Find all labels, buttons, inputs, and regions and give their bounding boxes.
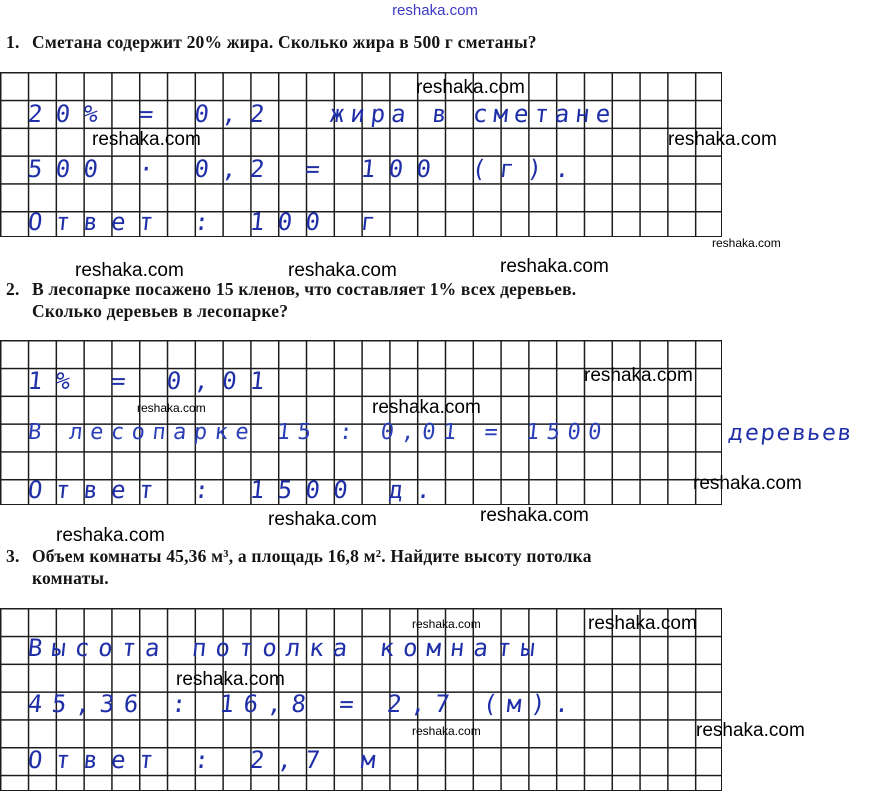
watermark: reshaka.com [693, 473, 802, 494]
problem-3-text-line1: Объем комнаты 45,36 м³, а площадь 16,8 м². Найдите высоту потолка [32, 546, 592, 566]
problem-1-number: 1. [6, 32, 20, 52]
watermark: reshaka.com [56, 525, 165, 546]
watermark: reshaka.com [268, 509, 377, 530]
watermark: reshaka.com [412, 617, 481, 631]
problem-1-statement [6, 31, 537, 53]
watermark: reshaka.com [584, 365, 693, 386]
watermark: reshaka.com [75, 260, 184, 281]
watermark: reshaka.com [288, 260, 397, 281]
watermark: reshaka.com [712, 236, 781, 250]
problem-2-answer-line-1: 1% = 0,01 [26, 367, 280, 395]
problem-3-text-line2: комнаты. [32, 568, 109, 588]
watermark: reshaka.com [696, 720, 805, 741]
watermark: reshaka.com [668, 129, 777, 150]
problem-2-number: 2. [6, 279, 20, 299]
problem-2-text-line2: Сколько деревьев в лесопарке? [32, 301, 289, 321]
problem-1-answer-line-2: жира в сметане [328, 100, 618, 128]
problem-3-statement [6, 545, 592, 589]
problem-2-answer-line-3: Ответ : 1500 д. [26, 476, 446, 504]
problem-3-answer-line-1: Высота потолка комнаты [26, 634, 546, 662]
watermark: reshaka.com [372, 397, 481, 418]
watermark: reshaka.com [416, 77, 525, 98]
problem-3-answer-line-2: 45,36 : 16,8 = 2,7 (м). [26, 690, 581, 718]
problem-3-number: 3. [6, 546, 20, 566]
watermark: reshaka.com [480, 505, 589, 526]
watermark: reshaka.com [588, 613, 697, 634]
problem-2-text-line1: В лесопарке посажено 15 кленов, что составляет 1% всех деревьев. [32, 279, 577, 299]
problem-2-statement [6, 278, 576, 322]
problem-1-answer-line-1: 20% = 0,2 [26, 100, 280, 128]
watermark: reshaka.com [500, 256, 609, 277]
problem-3-answer-line-3: Ответ : 2,7 м [26, 746, 391, 774]
watermark: reshaka.com [92, 129, 201, 150]
site-header-watermark: reshaka.com [392, 2, 478, 19]
watermark: reshaka.com [137, 401, 206, 415]
problem-2-answer-line-2-continued: деревьев [726, 421, 855, 446]
problem-2-answer-line-2: В лесопарке 15 : 0,01 = 1500 [26, 420, 611, 445]
watermark: reshaka.com [412, 724, 481, 738]
problem-1-text-line1: Сметана содержит 20% жира. Сколько жира в 500 г сметаны? [32, 32, 537, 52]
problem-1-answer-line-4: Ответ : 100 г [26, 208, 391, 236]
watermark: reshaka.com [176, 669, 285, 690]
problem-1-answer-line-3: 500 · 0,2 = 100 (г). [26, 155, 585, 183]
